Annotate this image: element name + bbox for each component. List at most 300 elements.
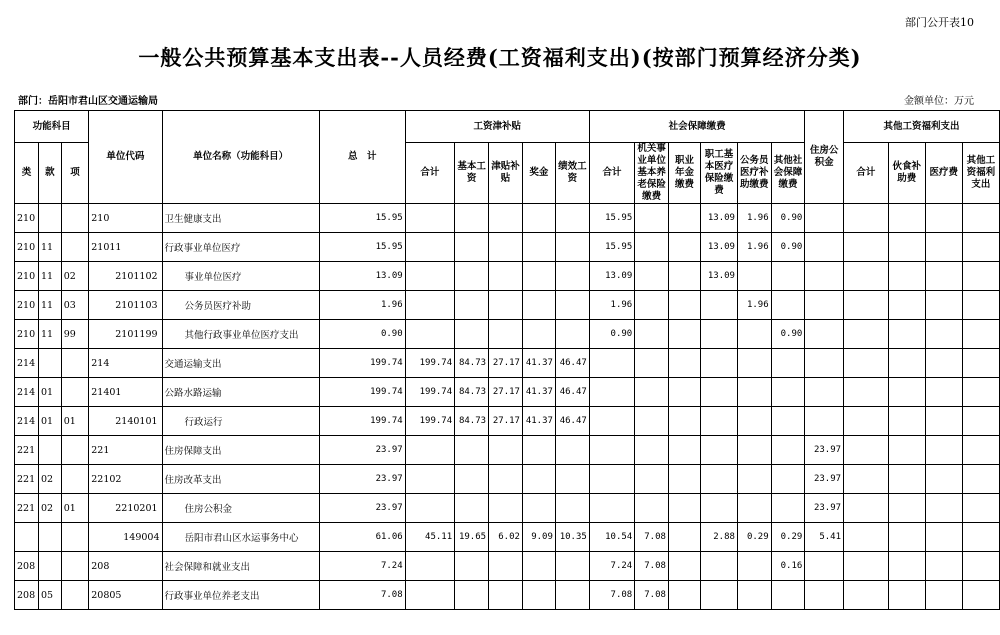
- table-body: [15, 204, 1000, 610]
- cell-civil-medical: [737, 552, 771, 581]
- cell-allowance: [489, 494, 523, 523]
- cell-kuan: 11: [38, 262, 61, 291]
- table-number-label: 部门公开表10: [905, 16, 974, 29]
- cell-social-total: [589, 436, 634, 465]
- cell-civil-medical: [737, 320, 771, 349]
- cell-medical-fee: [925, 262, 962, 291]
- cell-allowance: [489, 204, 523, 233]
- cell-unit-code: 21401: [89, 378, 162, 407]
- cell-basic-wage: [455, 204, 489, 233]
- cell-medical: 13.09: [701, 233, 738, 262]
- cell-total: 61.06: [319, 523, 405, 552]
- cell-performance: 10.35: [555, 523, 589, 552]
- cell-medical-fee: [925, 494, 962, 523]
- header-kuan: 款: [38, 143, 61, 204]
- cell-other-welfare: [962, 233, 999, 262]
- cell-annuity: [668, 204, 700, 233]
- cell-other-total: [844, 436, 889, 465]
- cell-pension: [635, 465, 669, 494]
- cell-medical: 13.09: [701, 262, 738, 291]
- cell-lei: 208: [15, 581, 39, 610]
- cell-other-total: [844, 523, 889, 552]
- cell-other-welfare: [962, 378, 999, 407]
- cell-medical: [701, 378, 738, 407]
- cell-total: 0.90: [319, 320, 405, 349]
- cell-medical-fee: [925, 465, 962, 494]
- cell-total: 1.96: [319, 291, 405, 320]
- cell-medical: [701, 320, 738, 349]
- cell-other-welfare: [962, 494, 999, 523]
- cell-other-welfare: [962, 320, 999, 349]
- cell-performance: 46.47: [555, 407, 589, 436]
- cell-kuan: 05: [38, 581, 61, 610]
- cell-allowance: 27.17: [489, 349, 523, 378]
- cell-unit-name: 住房公积金: [162, 494, 319, 523]
- cell-other-total: [844, 581, 889, 610]
- cell-social-total: 0.90: [589, 320, 634, 349]
- cell-unit-name: 交通运输支出: [162, 349, 319, 378]
- cell-unit-name: 行政事业单位医疗: [162, 233, 319, 262]
- cell-allowance: [489, 291, 523, 320]
- cell-allowance: [489, 581, 523, 610]
- cell-xiang: 99: [61, 320, 89, 349]
- cell-other-total: [844, 349, 889, 378]
- cell-annuity: [668, 465, 700, 494]
- department-label: 部门：岳阳市君山区交通运输局: [18, 96, 158, 107]
- cell-other-total: [844, 552, 889, 581]
- cell-housing-fund: [805, 204, 844, 233]
- cell-pension: 7.08: [635, 581, 669, 610]
- cell-xiang: 02: [61, 262, 89, 291]
- cell-allowance: [489, 552, 523, 581]
- cell-xiang: [61, 581, 89, 610]
- cell-annuity: [668, 581, 700, 610]
- header-unit-name: 单位名称（功能科目）: [162, 111, 319, 204]
- cell-housing-fund: [805, 378, 844, 407]
- cell-bonus: [522, 581, 555, 610]
- cell-wage-total: 199.74: [405, 407, 454, 436]
- cell-civil-medical: [737, 465, 771, 494]
- table-row: [15, 233, 1000, 262]
- header-performance: 绩效工资: [555, 143, 589, 204]
- cell-annuity: [668, 233, 700, 262]
- cell-social-total: 15.95: [589, 204, 634, 233]
- header-lei: 类: [15, 143, 39, 204]
- cell-social-total: 10.54: [589, 523, 634, 552]
- cell-unit-name: 公务员医疗补助: [162, 291, 319, 320]
- cell-lei: [15, 523, 39, 552]
- cell-medical: [701, 465, 738, 494]
- cell-annuity: [668, 349, 700, 378]
- cell-bonus: [522, 465, 555, 494]
- cell-medical-fee: [925, 291, 962, 320]
- cell-unit-name: 岳阳市君山区水运事务中心: [162, 523, 319, 552]
- cell-wage-total: [405, 465, 454, 494]
- cell-wage-total: 199.74: [405, 349, 454, 378]
- cell-other-total: [844, 262, 889, 291]
- cell-annuity: [668, 407, 700, 436]
- cell-other-social: [771, 349, 805, 378]
- cell-other-welfare: [962, 204, 999, 233]
- header-other-total: 合计: [844, 143, 889, 204]
- cell-pension: [635, 204, 669, 233]
- cell-meal: [888, 494, 925, 523]
- cell-civil-medical: [737, 494, 771, 523]
- cell-pension: [635, 378, 669, 407]
- cell-medical-fee: [925, 204, 962, 233]
- cell-lei: 221: [15, 436, 39, 465]
- cell-bonus: [522, 552, 555, 581]
- table-row: [15, 378, 1000, 407]
- table-row: [15, 436, 1000, 465]
- cell-kuan: 01: [38, 407, 61, 436]
- cell-other-social: 0.90: [771, 320, 805, 349]
- cell-basic-wage: [455, 291, 489, 320]
- cell-other-social: 0.16: [771, 552, 805, 581]
- cell-medical-fee: [925, 320, 962, 349]
- cell-allowance: [489, 436, 523, 465]
- cell-pension: [635, 407, 669, 436]
- cell-meal: [888, 320, 925, 349]
- cell-housing-fund: 23.97: [805, 465, 844, 494]
- cell-unit-code: 22102: [89, 465, 162, 494]
- cell-basic-wage: [455, 494, 489, 523]
- cell-unit-code: 20805: [89, 581, 162, 610]
- cell-annuity: [668, 523, 700, 552]
- cell-other-welfare: [962, 349, 999, 378]
- cell-basic-wage: [455, 436, 489, 465]
- cell-wage-total: 45.11: [405, 523, 454, 552]
- header-xiang: 项: [61, 143, 89, 204]
- cell-other-total: [844, 291, 889, 320]
- cell-allowance: [489, 465, 523, 494]
- cell-social-total: [589, 494, 634, 523]
- table-row: [15, 320, 1000, 349]
- header-basic-wage: 基本工资: [455, 143, 489, 204]
- cell-medical-fee: [925, 233, 962, 262]
- cell-lei: 210: [15, 320, 39, 349]
- cell-other-welfare: [962, 436, 999, 465]
- cell-bonus: [522, 262, 555, 291]
- cell-unit-code: 2101102: [89, 262, 162, 291]
- cell-kuan: 02: [38, 494, 61, 523]
- cell-social-total: [589, 378, 634, 407]
- cell-total: 199.74: [319, 407, 405, 436]
- cell-allowance: 27.17: [489, 378, 523, 407]
- cell-civil-medical: [737, 436, 771, 465]
- cell-xiang: [61, 233, 89, 262]
- cell-unit-name: 行政事业单位养老支出: [162, 581, 319, 610]
- cell-performance: [555, 436, 589, 465]
- cell-pension: [635, 320, 669, 349]
- cell-other-social: [771, 262, 805, 291]
- header-wage-total: 合计: [405, 143, 454, 204]
- cell-housing-fund: [805, 320, 844, 349]
- cell-housing-fund: [805, 233, 844, 262]
- cell-housing-fund: [805, 291, 844, 320]
- cell-wage-total: [405, 291, 454, 320]
- cell-bonus: [522, 233, 555, 262]
- cell-meal: [888, 581, 925, 610]
- cell-other-total: [844, 407, 889, 436]
- cell-wage-total: [405, 204, 454, 233]
- cell-performance: [555, 581, 589, 610]
- header-bonus: 奖金: [522, 143, 555, 204]
- cell-medical-fee: [925, 349, 962, 378]
- cell-basic-wage: [455, 581, 489, 610]
- cell-other-total: [844, 378, 889, 407]
- cell-other-total: [844, 204, 889, 233]
- cell-kuan: 02: [38, 465, 61, 494]
- cell-social-total: 13.09: [589, 262, 634, 291]
- cell-basic-wage: 84.73: [455, 349, 489, 378]
- cell-bonus: [522, 436, 555, 465]
- cell-annuity: [668, 262, 700, 291]
- cell-other-social: [771, 407, 805, 436]
- cell-meal: [888, 262, 925, 291]
- table-row: [15, 407, 1000, 436]
- cell-social-total: [589, 465, 634, 494]
- cell-total: 199.74: [319, 349, 405, 378]
- cell-xiang: [61, 465, 89, 494]
- cell-total: 13.09: [319, 262, 405, 291]
- cell-annuity: [668, 552, 700, 581]
- cell-wage-total: [405, 581, 454, 610]
- header-medical: 职工基本医疗保险缴费: [701, 143, 738, 204]
- cell-wage-total: [405, 233, 454, 262]
- cell-unit-code: 214: [89, 349, 162, 378]
- cell-xiang: 03: [61, 291, 89, 320]
- cell-civil-medical: 1.96: [737, 204, 771, 233]
- cell-medical: 2.88: [701, 523, 738, 552]
- cell-unit-code: 221: [89, 436, 162, 465]
- cell-pension: [635, 349, 669, 378]
- cell-annuity: [668, 291, 700, 320]
- cell-pension: 7.08: [635, 552, 669, 581]
- header-housing-fund: 住房公积金: [805, 111, 844, 204]
- cell-other-welfare: [962, 523, 999, 552]
- table-row: [15, 349, 1000, 378]
- cell-xiang: 01: [61, 407, 89, 436]
- cell-bonus: [522, 291, 555, 320]
- cell-civil-medical: 1.96: [737, 291, 771, 320]
- cell-unit-name: 住房保障支出: [162, 436, 319, 465]
- cell-medical-fee: [925, 378, 962, 407]
- header-other-group: 其他工资福利支出: [844, 111, 1000, 143]
- cell-performance: [555, 233, 589, 262]
- cell-civil-medical: [737, 581, 771, 610]
- cell-unit-code: 2140101: [89, 407, 162, 436]
- cell-xiang: [61, 378, 89, 407]
- cell-other-total: [844, 465, 889, 494]
- cell-unit-name: 行政运行: [162, 407, 319, 436]
- table-row: [15, 291, 1000, 320]
- cell-bonus: 41.37: [522, 407, 555, 436]
- cell-other-welfare: [962, 552, 999, 581]
- cell-meal: [888, 407, 925, 436]
- cell-other-social: [771, 494, 805, 523]
- table-row: [15, 523, 1000, 552]
- cell-bonus: 41.37: [522, 349, 555, 378]
- cell-lei: 221: [15, 465, 39, 494]
- cell-performance: [555, 291, 589, 320]
- budget-table: [14, 110, 1000, 610]
- cell-meal: [888, 349, 925, 378]
- cell-performance: [555, 552, 589, 581]
- table-row: [15, 465, 1000, 494]
- cell-pension: [635, 436, 669, 465]
- cell-basic-wage: [455, 320, 489, 349]
- cell-unit-code: 21011: [89, 233, 162, 262]
- cell-social-total: [589, 407, 634, 436]
- cell-lei: 210: [15, 204, 39, 233]
- cell-meal: [888, 552, 925, 581]
- cell-medical-fee: [925, 523, 962, 552]
- cell-medical-fee: [925, 581, 962, 610]
- cell-total: 7.24: [319, 552, 405, 581]
- cell-wage-total: [405, 262, 454, 291]
- cell-basic-wage: 19.65: [455, 523, 489, 552]
- cell-pension: [635, 262, 669, 291]
- cell-bonus: [522, 494, 555, 523]
- cell-annuity: [668, 320, 700, 349]
- cell-housing-fund: [805, 262, 844, 291]
- cell-unit-code: 210: [89, 204, 162, 233]
- header-pension: 机关事业单位基本养老保险缴费: [635, 143, 669, 204]
- cell-medical: [701, 494, 738, 523]
- cell-pension: [635, 291, 669, 320]
- cell-other-social: 0.90: [771, 233, 805, 262]
- cell-other-welfare: [962, 465, 999, 494]
- cell-unit-name: 住房改革支出: [162, 465, 319, 494]
- table-row: [15, 204, 1000, 233]
- header-annuity: 职业年金缴费: [668, 143, 700, 204]
- cell-wage-total: [405, 552, 454, 581]
- cell-social-total: 7.08: [589, 581, 634, 610]
- cell-xiang: 01: [61, 494, 89, 523]
- cell-unit-code: 149004: [89, 523, 162, 552]
- cell-bonus: [522, 204, 555, 233]
- cell-other-social: [771, 378, 805, 407]
- cell-meal: [888, 378, 925, 407]
- cell-bonus: 9.09: [522, 523, 555, 552]
- cell-kuan: 11: [38, 320, 61, 349]
- cell-lei: 210: [15, 291, 39, 320]
- cell-wage-total: 199.74: [405, 378, 454, 407]
- cell-wage-total: [405, 320, 454, 349]
- cell-meal: [888, 291, 925, 320]
- cell-other-social: [771, 581, 805, 610]
- cell-basic-wage: [455, 465, 489, 494]
- cell-unit-name: 卫生健康支出: [162, 204, 319, 233]
- cell-allowance: 27.17: [489, 407, 523, 436]
- cell-other-total: [844, 494, 889, 523]
- cell-bonus: 41.37: [522, 378, 555, 407]
- cell-civil-medical: [737, 378, 771, 407]
- page-title: 一般公共预算基本支出表--人员经费(工资福利支出)(按部门预算经济分类): [138, 45, 862, 70]
- cell-kuan: [38, 523, 61, 552]
- header-unit-code: 单位代码: [89, 111, 162, 204]
- cell-unit-code: 2210201: [89, 494, 162, 523]
- cell-unit-code: 2101103: [89, 291, 162, 320]
- cell-other-welfare: [962, 407, 999, 436]
- header-total: 总 计: [319, 111, 405, 204]
- cell-xiang: [61, 204, 89, 233]
- cell-lei: 221: [15, 494, 39, 523]
- cell-unit-code: 2101199: [89, 320, 162, 349]
- cell-housing-fund: [805, 552, 844, 581]
- cell-other-total: [844, 233, 889, 262]
- cell-medical-fee: [925, 436, 962, 465]
- cell-lei: 214: [15, 378, 39, 407]
- header-func-subject: 功能科目: [15, 111, 89, 143]
- header-medical-fee: 医疗费: [925, 143, 962, 204]
- cell-housing-fund: 5.41: [805, 523, 844, 552]
- cell-performance: [555, 465, 589, 494]
- cell-xiang: [61, 523, 89, 552]
- cell-other-total: [844, 320, 889, 349]
- cell-unit-name: 公路水路运输: [162, 378, 319, 407]
- cell-housing-fund: [805, 581, 844, 610]
- cell-performance: 46.47: [555, 378, 589, 407]
- cell-kuan: [38, 204, 61, 233]
- cell-civil-medical: 1.96: [737, 233, 771, 262]
- table-row: [15, 581, 1000, 610]
- cell-other-social: [771, 465, 805, 494]
- cell-lei: 214: [15, 407, 39, 436]
- cell-total: 7.08: [319, 581, 405, 610]
- cell-unit-code: 208: [89, 552, 162, 581]
- cell-performance: [555, 204, 589, 233]
- cell-meal: [888, 233, 925, 262]
- cell-lei: 208: [15, 552, 39, 581]
- cell-unit-name: 事业单位医疗: [162, 262, 319, 291]
- header-other-welfare: 其他工资福利支出: [962, 143, 999, 204]
- cell-civil-medical: [737, 407, 771, 436]
- cell-kuan: 11: [38, 233, 61, 262]
- cell-meal: [888, 523, 925, 552]
- cell-basic-wage: [455, 552, 489, 581]
- cell-kuan: [38, 436, 61, 465]
- cell-xiang: [61, 349, 89, 378]
- cell-basic-wage: [455, 233, 489, 262]
- cell-lei: 214: [15, 349, 39, 378]
- cell-meal: [888, 465, 925, 494]
- cell-kuan: 01: [38, 378, 61, 407]
- table-row: [15, 494, 1000, 523]
- cell-other-social: [771, 436, 805, 465]
- cell-kuan: [38, 552, 61, 581]
- cell-pension: [635, 233, 669, 262]
- cell-kuan: [38, 349, 61, 378]
- cell-social-total: [589, 349, 634, 378]
- cell-other-social: 0.90: [771, 204, 805, 233]
- cell-total: 15.95: [319, 233, 405, 262]
- cell-medical: [701, 349, 738, 378]
- cell-medical: [701, 407, 738, 436]
- cell-basic-wage: 84.73: [455, 378, 489, 407]
- cell-allowance: 6.02: [489, 523, 523, 552]
- table-row: [15, 552, 1000, 581]
- cell-annuity: [668, 436, 700, 465]
- cell-wage-total: [405, 436, 454, 465]
- cell-other-welfare: [962, 262, 999, 291]
- header-allowance: 津贴补贴: [489, 143, 523, 204]
- cell-housing-fund: [805, 349, 844, 378]
- header-social-group: 社会保障缴费: [589, 111, 805, 143]
- cell-total: 23.97: [319, 465, 405, 494]
- header-other-social: 其他社会保障缴费: [771, 143, 805, 204]
